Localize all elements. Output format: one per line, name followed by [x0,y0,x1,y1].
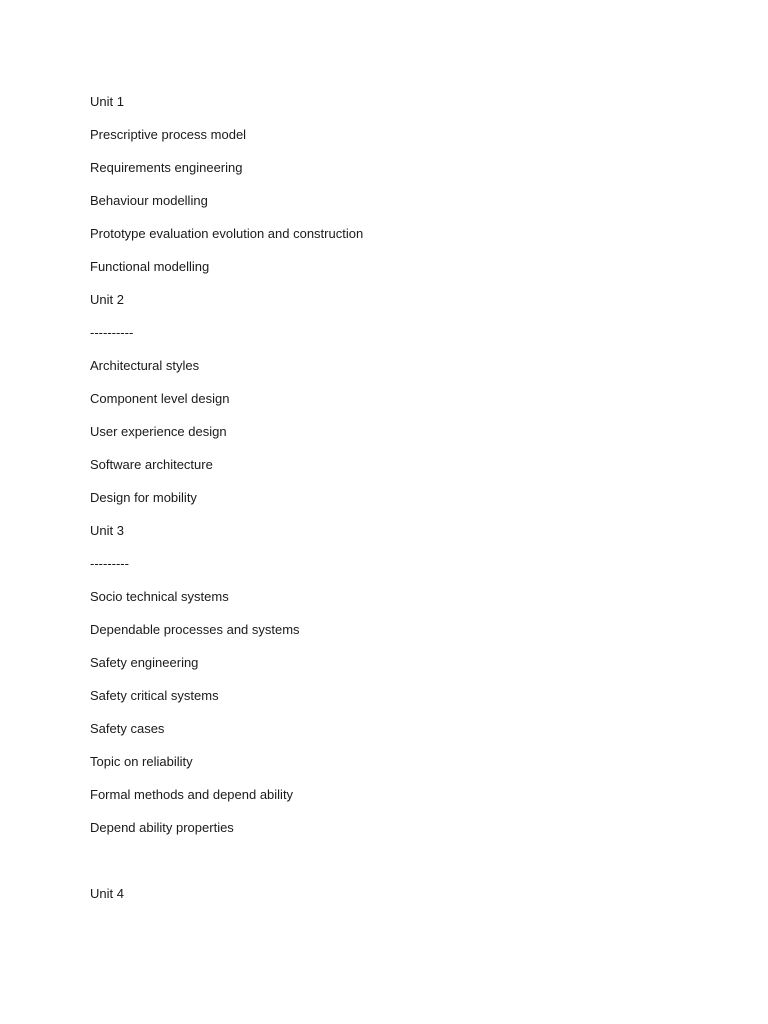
topic-line: Depend ability properties [90,820,234,835]
unit-heading: Unit 1 [90,94,124,109]
topic-line: Dependable processes and systems [90,622,300,637]
topic-line: Prototype evaluation evolution and construction [90,226,364,241]
document-body [90,93,690,918]
topic-line: Formal methods and depend ability [90,787,294,802]
topic-line: Functional modelling [90,259,210,274]
blank-line [90,852,690,869]
topic-line: Component level design [90,391,230,406]
topic-line: Prescriptive process model [90,127,247,142]
topic-line: User experience design [90,424,227,439]
separator-line: --------- [90,556,129,571]
topic-line: Safety critical systems [90,688,219,703]
topic-line: Software architecture [90,457,213,472]
topic-line: Topic on reliability [90,754,193,769]
topic-line: Behaviour modelling [90,193,208,208]
topic-line: Safety cases [90,721,165,736]
unit-heading: Unit 4 [90,886,124,901]
topic-line: Socio technical systems [90,589,229,604]
topic-line: Design for mobility [90,490,197,505]
unit-heading: Unit 2 [90,292,124,307]
topic-line: Safety engineering [90,655,199,670]
unit-heading: Unit 3 [90,523,124,538]
topic-line: Requirements engineering [90,160,243,175]
topic-line: Architectural styles [90,358,200,373]
separator-line: ---------- [90,325,134,340]
